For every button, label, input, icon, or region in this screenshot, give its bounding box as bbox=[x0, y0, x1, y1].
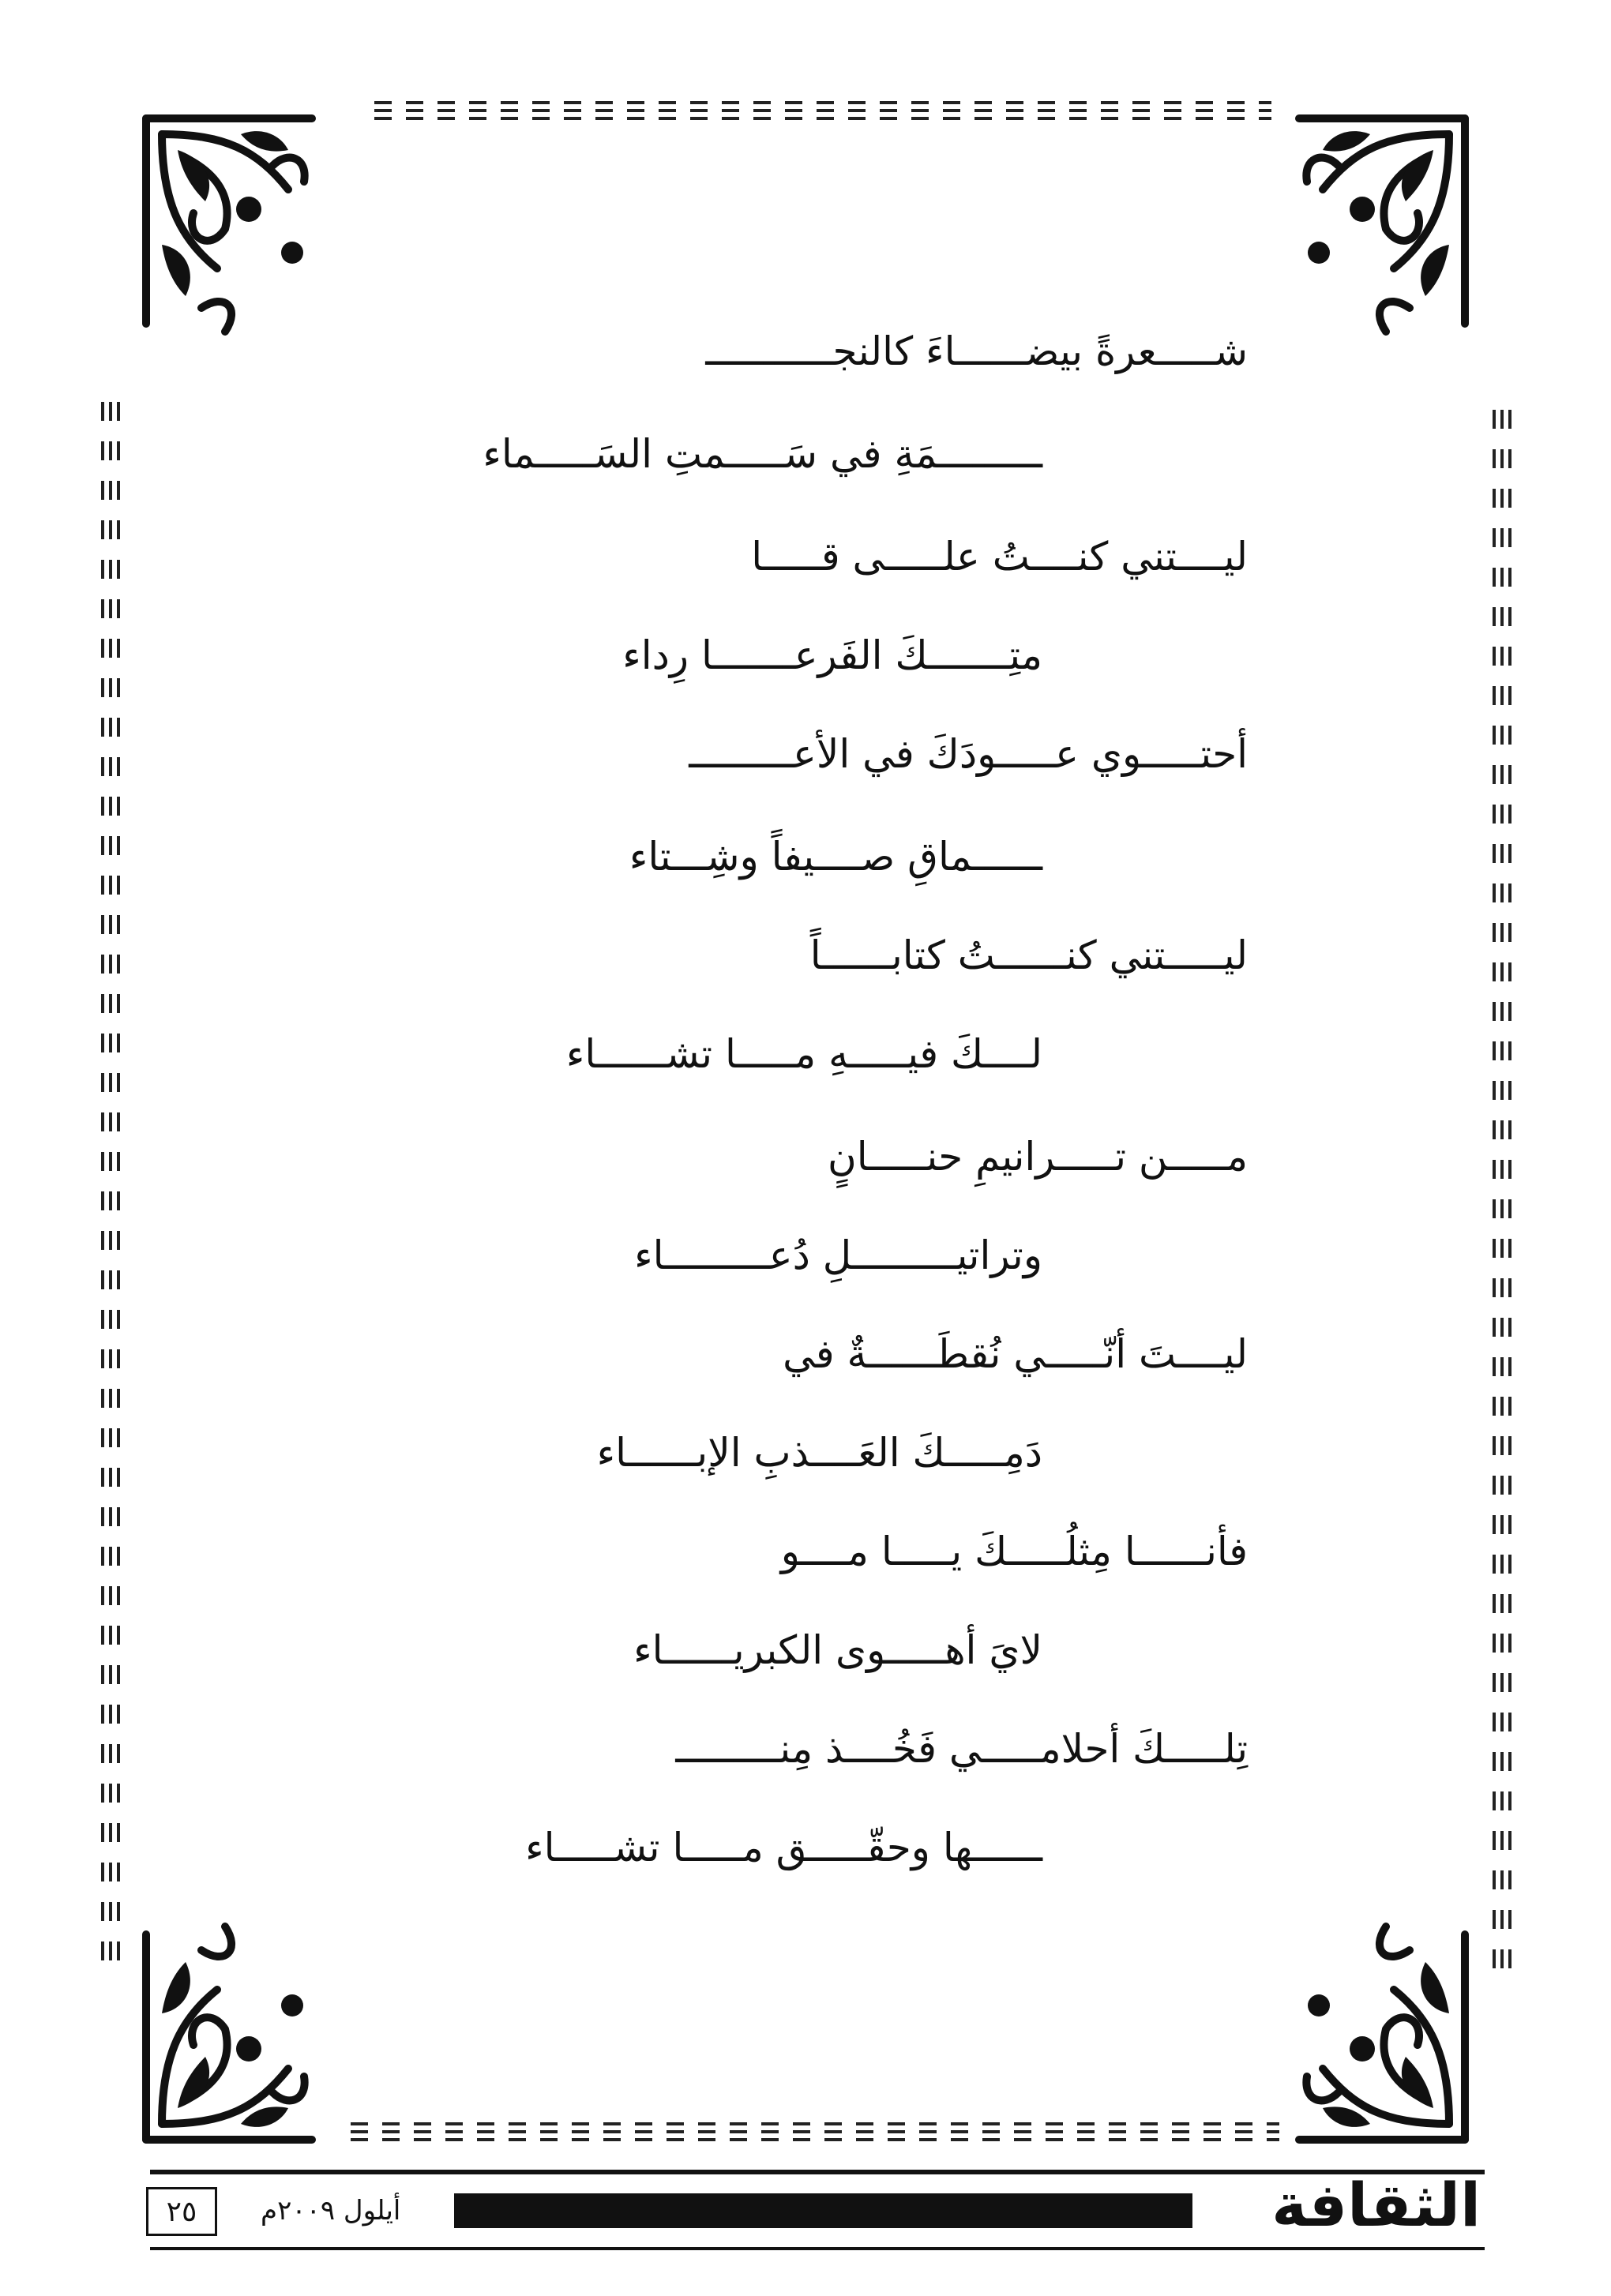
footer-black-bar bbox=[454, 2193, 1192, 2228]
poem-line: ـــــــــمَةِ في سَـــــمتِ السَـــــماء bbox=[483, 431, 1042, 477]
poem-line: متِـــــــكَ الفَرعـــــــا رِداء bbox=[622, 632, 1042, 678]
poem-line: ــــــها وحقّـــــق مـــــا تشـــــاء bbox=[525, 1825, 1042, 1870]
poem-line: شـــــعرةً بيضــــــاءَ كالنجـــــــــــ bbox=[705, 328, 1248, 374]
top-left-floral-ornament bbox=[130, 103, 320, 340]
poem-line: وتراتيـــــــــلِ دُعـــــــــاء bbox=[634, 1232, 1042, 1278]
top-dashed-border bbox=[371, 99, 1271, 122]
poem-line: ليــــتَ أنّـــــي نُقطَــــــةٌ في bbox=[783, 1331, 1248, 1377]
issue-date: أيلول ٢٠٠٩م bbox=[261, 2195, 401, 2227]
bottom-left-floral-ornament bbox=[130, 1919, 320, 2155]
poem-line: لايَ أهـــــوى الكبريــــــاء bbox=[633, 1627, 1042, 1673]
poem-line: فأنــــــا مِثلُـــــكَ يـــــا مــــو bbox=[780, 1529, 1248, 1574]
poem-line: دَمِـــــكَ العَــــذبِ الإبــــــاء bbox=[596, 1430, 1042, 1476]
top-right-floral-ornament bbox=[1291, 103, 1481, 340]
poem-line: ليـــــتني كنــــــتُ كتابــــــاً bbox=[809, 932, 1248, 978]
poem-line: ــــــماقِ صــــيفاً وشِـــتاء bbox=[629, 834, 1042, 880]
left-dashed-border bbox=[100, 399, 123, 1978]
footer-bottom-rule bbox=[150, 2247, 1485, 2250]
bottom-right-floral-ornament bbox=[1291, 1919, 1481, 2155]
poem-line: أحتـــــوي عـــــودَكَ في الأعـــــــــ bbox=[689, 731, 1248, 777]
bottom-dashed-border bbox=[347, 2121, 1279, 2143]
page-number: ٢٥ bbox=[146, 2187, 217, 2236]
poem-line: تِلـــــكَ أحلامـــــي فَخُــــذ مِنـــــــــ bbox=[675, 1726, 1248, 1772]
poem-line: ليــــتني كنــــتُ علـــــى قـــــا bbox=[751, 534, 1248, 580]
poem-line: لــــكَ فيـــــهِ مـــــا تشــــــاء bbox=[565, 1031, 1042, 1077]
magazine-logo: الثقافة bbox=[1271, 2170, 1481, 2240]
right-dashed-border bbox=[1491, 407, 1515, 1986]
poem-line: مـــــن تـــــرانيمِ حنـــــانٍ bbox=[828, 1134, 1248, 1180]
